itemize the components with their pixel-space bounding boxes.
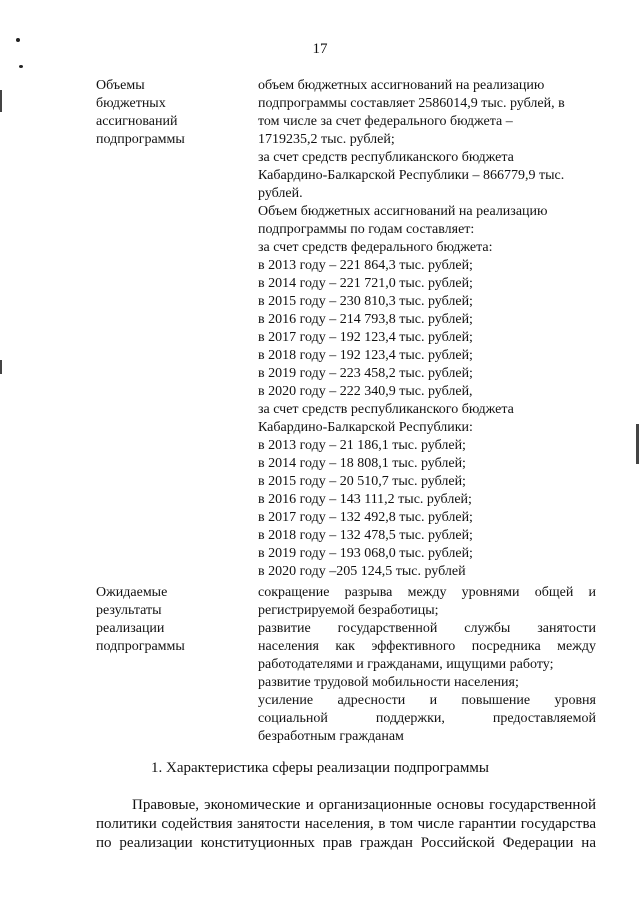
budget-value-line: в 2020 году – 222 340,9 тыс. рублей, bbox=[258, 384, 473, 399]
results-label-line: подпрограммы bbox=[96, 639, 185, 654]
scan-edge-mark bbox=[636, 424, 639, 464]
budget-value-line: Кабардино-Балкарской Республики – 866779,9 тыс. bbox=[258, 168, 565, 183]
budget-value-line: рублей. bbox=[258, 186, 303, 201]
scan-edge-mark bbox=[0, 360, 2, 374]
budget-label-line: ассигнований bbox=[96, 114, 178, 129]
results-value-line: усиление адресности и повышение уровня bbox=[258, 693, 596, 708]
body-line: Правовые, экономические и организационные основы государственной bbox=[132, 797, 596, 813]
budget-value-line: в 2018 году – 192 123,4 тыс. рублей; bbox=[258, 348, 473, 363]
budget-value-line: том числе за счет федерального бюджета – bbox=[258, 114, 513, 129]
results-label-line: Ожидаемые bbox=[96, 585, 168, 600]
budget-value-line: Объем бюджетных ассигнований на реализацию bbox=[258, 204, 548, 219]
budget-value-line: в 2017 году – 132 492,8 тыс. рублей; bbox=[258, 510, 473, 525]
budget-value-line: подпрограммы по годам составляет: bbox=[258, 222, 475, 237]
budget-label-line: подпрограммы bbox=[96, 132, 185, 147]
results-label bbox=[96, 584, 236, 656]
budget-value-line: в 2013 году – 221 864,3 тыс. рублей; bbox=[258, 258, 473, 273]
results-value-line: сокращение разрыва между уровнями общей и bbox=[258, 585, 596, 600]
budget-value-line: в 2020 году –205 124,5 тыс. рублей bbox=[258, 564, 466, 579]
results-value-line: работодателями и гражданами, ищущими работу; bbox=[258, 657, 554, 672]
budget-value-line: объем бюджетных ассигнований на реализацию bbox=[258, 78, 545, 93]
results-value-line: развитие трудовой мобильности населения; bbox=[258, 675, 519, 690]
scan-mark bbox=[19, 65, 23, 68]
budget-value-line: в 2018 году – 132 478,5 тыс. рублей; bbox=[258, 528, 473, 543]
budget-value-line: в 2014 году – 221 721,0 тыс. рублей; bbox=[258, 276, 473, 291]
budget-value-line: в 2015 году – 20 510,7 тыс. рублей; bbox=[258, 474, 466, 489]
budget-value-line: за счет средств республиканского бюджета bbox=[258, 150, 514, 165]
results-value-line: населения как эффективного посредника между bbox=[258, 639, 596, 654]
page-number: 17 bbox=[312, 41, 328, 57]
budget-value-line: в 2019 году – 193 068,0 тыс. рублей; bbox=[258, 546, 473, 561]
section-heading: 1. Характеристика сферы реализации подпрограммы bbox=[151, 760, 489, 776]
budget-value bbox=[258, 77, 596, 581]
body-line: политики содействия занятости населения, в том числе гарантии государства bbox=[96, 816, 596, 832]
budget-value-line: в 2014 году – 18 808,1 тыс. рублей; bbox=[258, 456, 466, 471]
budget-label-line: бюджетных bbox=[96, 96, 166, 111]
budget-label-line: Объемы bbox=[96, 78, 145, 93]
budget-value-line: за счет средств федерального бюджета: bbox=[258, 240, 493, 255]
body-line: по реализации конституционных прав граждан Российской Федерации на bbox=[96, 835, 596, 851]
results-value-line: регистрируемой безработицы; bbox=[258, 603, 439, 618]
budget-value-line: Кабардино-Балкарской Республики: bbox=[258, 420, 473, 435]
results-label-line: результаты bbox=[96, 603, 162, 618]
budget-value-line: в 2016 году – 143 111,2 тыс. рублей; bbox=[258, 492, 472, 507]
scan-edge-mark bbox=[0, 90, 2, 112]
body-paragraph bbox=[96, 796, 596, 853]
budget-value-line: в 2017 году – 192 123,4 тыс. рублей; bbox=[258, 330, 473, 345]
results-value bbox=[258, 584, 596, 746]
budget-value-line: в 2019 году – 223 458,2 тыс. рублей; bbox=[258, 366, 473, 381]
budget-label bbox=[96, 77, 236, 149]
budget-value-line: в 2013 году – 21 186,1 тыс. рублей; bbox=[258, 438, 466, 453]
results-label-line: реализации bbox=[96, 621, 165, 636]
budget-value-line: 1719235,2 тыс. рублей; bbox=[258, 132, 395, 147]
budget-value-line: подпрограммы составляет 2586014,9 тыс. рублей, в bbox=[258, 96, 565, 111]
results-value-line: развитие государственной службы занятости bbox=[258, 621, 596, 636]
budget-value-line: за счет средств республиканского бюджета bbox=[258, 402, 514, 417]
results-value-line: безработным гражданам bbox=[258, 729, 404, 744]
budget-value-line: в 2015 году – 230 810,3 тыс. рублей; bbox=[258, 294, 473, 309]
budget-value-line: в 2016 году – 214 793,8 тыс. рублей; bbox=[258, 312, 473, 327]
results-value-line: социальной поддержки, предоставляемой bbox=[258, 711, 596, 726]
